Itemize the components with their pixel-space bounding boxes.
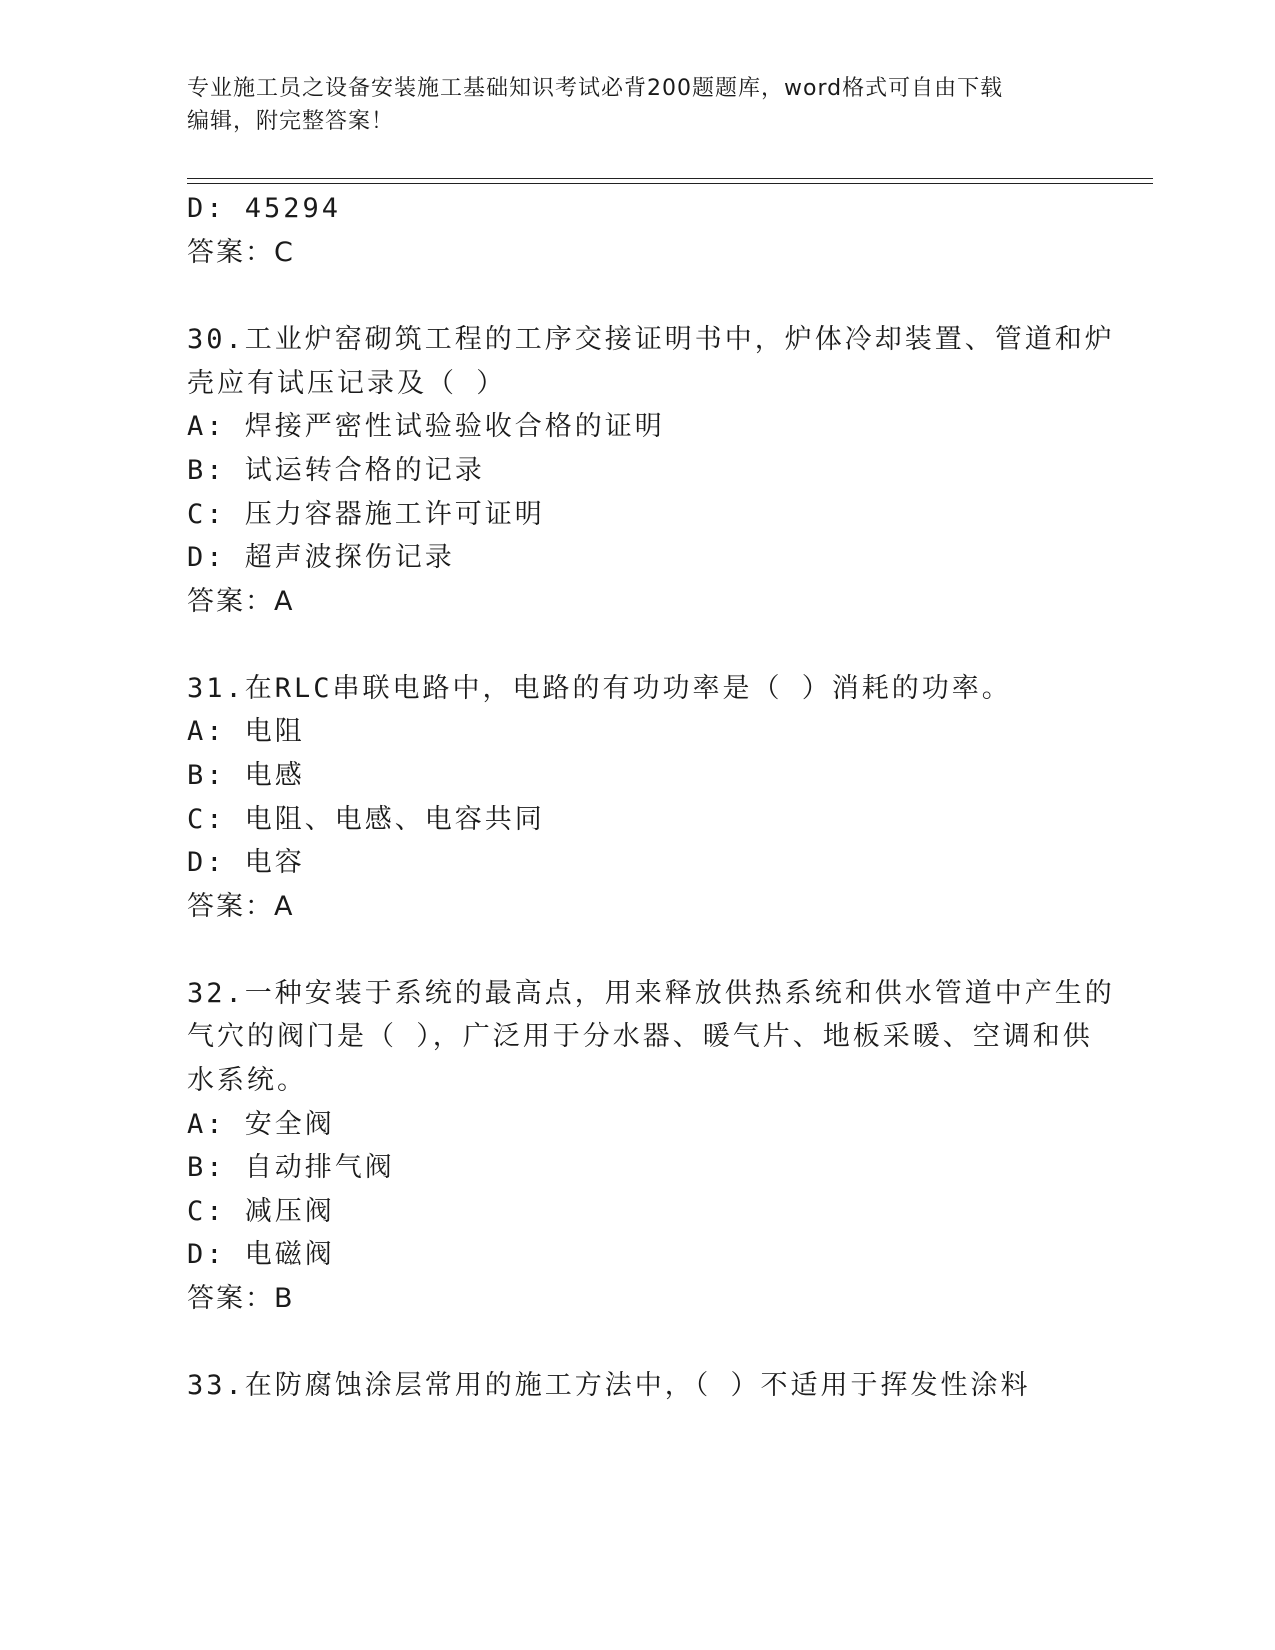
- q30-option-a: A: 焊接严密性试验验收合格的证明: [187, 411, 665, 442]
- header-line-2: 编辑，附完整答案！: [187, 109, 395, 134]
- q30-stem-line-1: 30.工业炉窑砌筑工程的工序交接证明书中，炉体冷却装置、管道和炉: [187, 324, 1115, 355]
- header-divider-bottom: [187, 183, 1153, 184]
- q31-stem-line-1: 31.在RLC串联电路中，电路的有功功率是（ ）消耗的功率。: [187, 673, 1012, 704]
- q31-option-d: D: 电容: [187, 847, 305, 878]
- q30-option-c: C: 压力容器施工许可证明: [187, 499, 545, 530]
- header-line-1: 专业施工员之设备安装施工基础知识考试必背200题题库，word格式可自由下载: [187, 76, 1004, 101]
- q30-answer: 答案：A: [187, 586, 295, 617]
- document-header: [187, 72, 1087, 138]
- q30-option-b: B: 试运转合格的记录: [187, 455, 485, 486]
- q31-option-b: B: 电感: [187, 760, 305, 791]
- header-divider-top: [187, 178, 1153, 179]
- prev-option-d: D: 45294: [187, 193, 342, 224]
- q32-option-d: D: 电磁阀: [187, 1239, 335, 1270]
- q32-option-b: B: 自动排气阀: [187, 1152, 395, 1183]
- q30-option-d: D: 超声波探伤记录: [187, 542, 455, 573]
- q32-option-a: A: 安全阀: [187, 1109, 335, 1140]
- q31-option-c: C: 电阻、电感、电容共同: [187, 804, 545, 835]
- q32-option-c: C: 减压阀: [187, 1196, 335, 1227]
- q32-stem-line-3: 水系统。: [187, 1065, 307, 1096]
- q32-stem-line-2: 气穴的阀门是（ ），广泛用于分水器、暖气片、地板采暖、空调和供: [187, 1021, 1093, 1052]
- q32-answer: 答案：B: [187, 1283, 295, 1314]
- prev-answer: 答案：C: [187, 237, 295, 268]
- q31-answer: 答案：A: [187, 891, 295, 922]
- q32-stem-line-1: 32.一种安装于系统的最高点，用来释放供热系统和供水管道中产生的: [187, 978, 1115, 1009]
- q30-stem-line-2: 壳应有试压记录及（ ）: [187, 368, 507, 399]
- q31-option-a: A: 电阻: [187, 716, 305, 747]
- q33-stem-line-1: 33.在防腐蚀涂层常用的施工方法中，（ ）不适用于挥发性涂料: [187, 1370, 1031, 1401]
